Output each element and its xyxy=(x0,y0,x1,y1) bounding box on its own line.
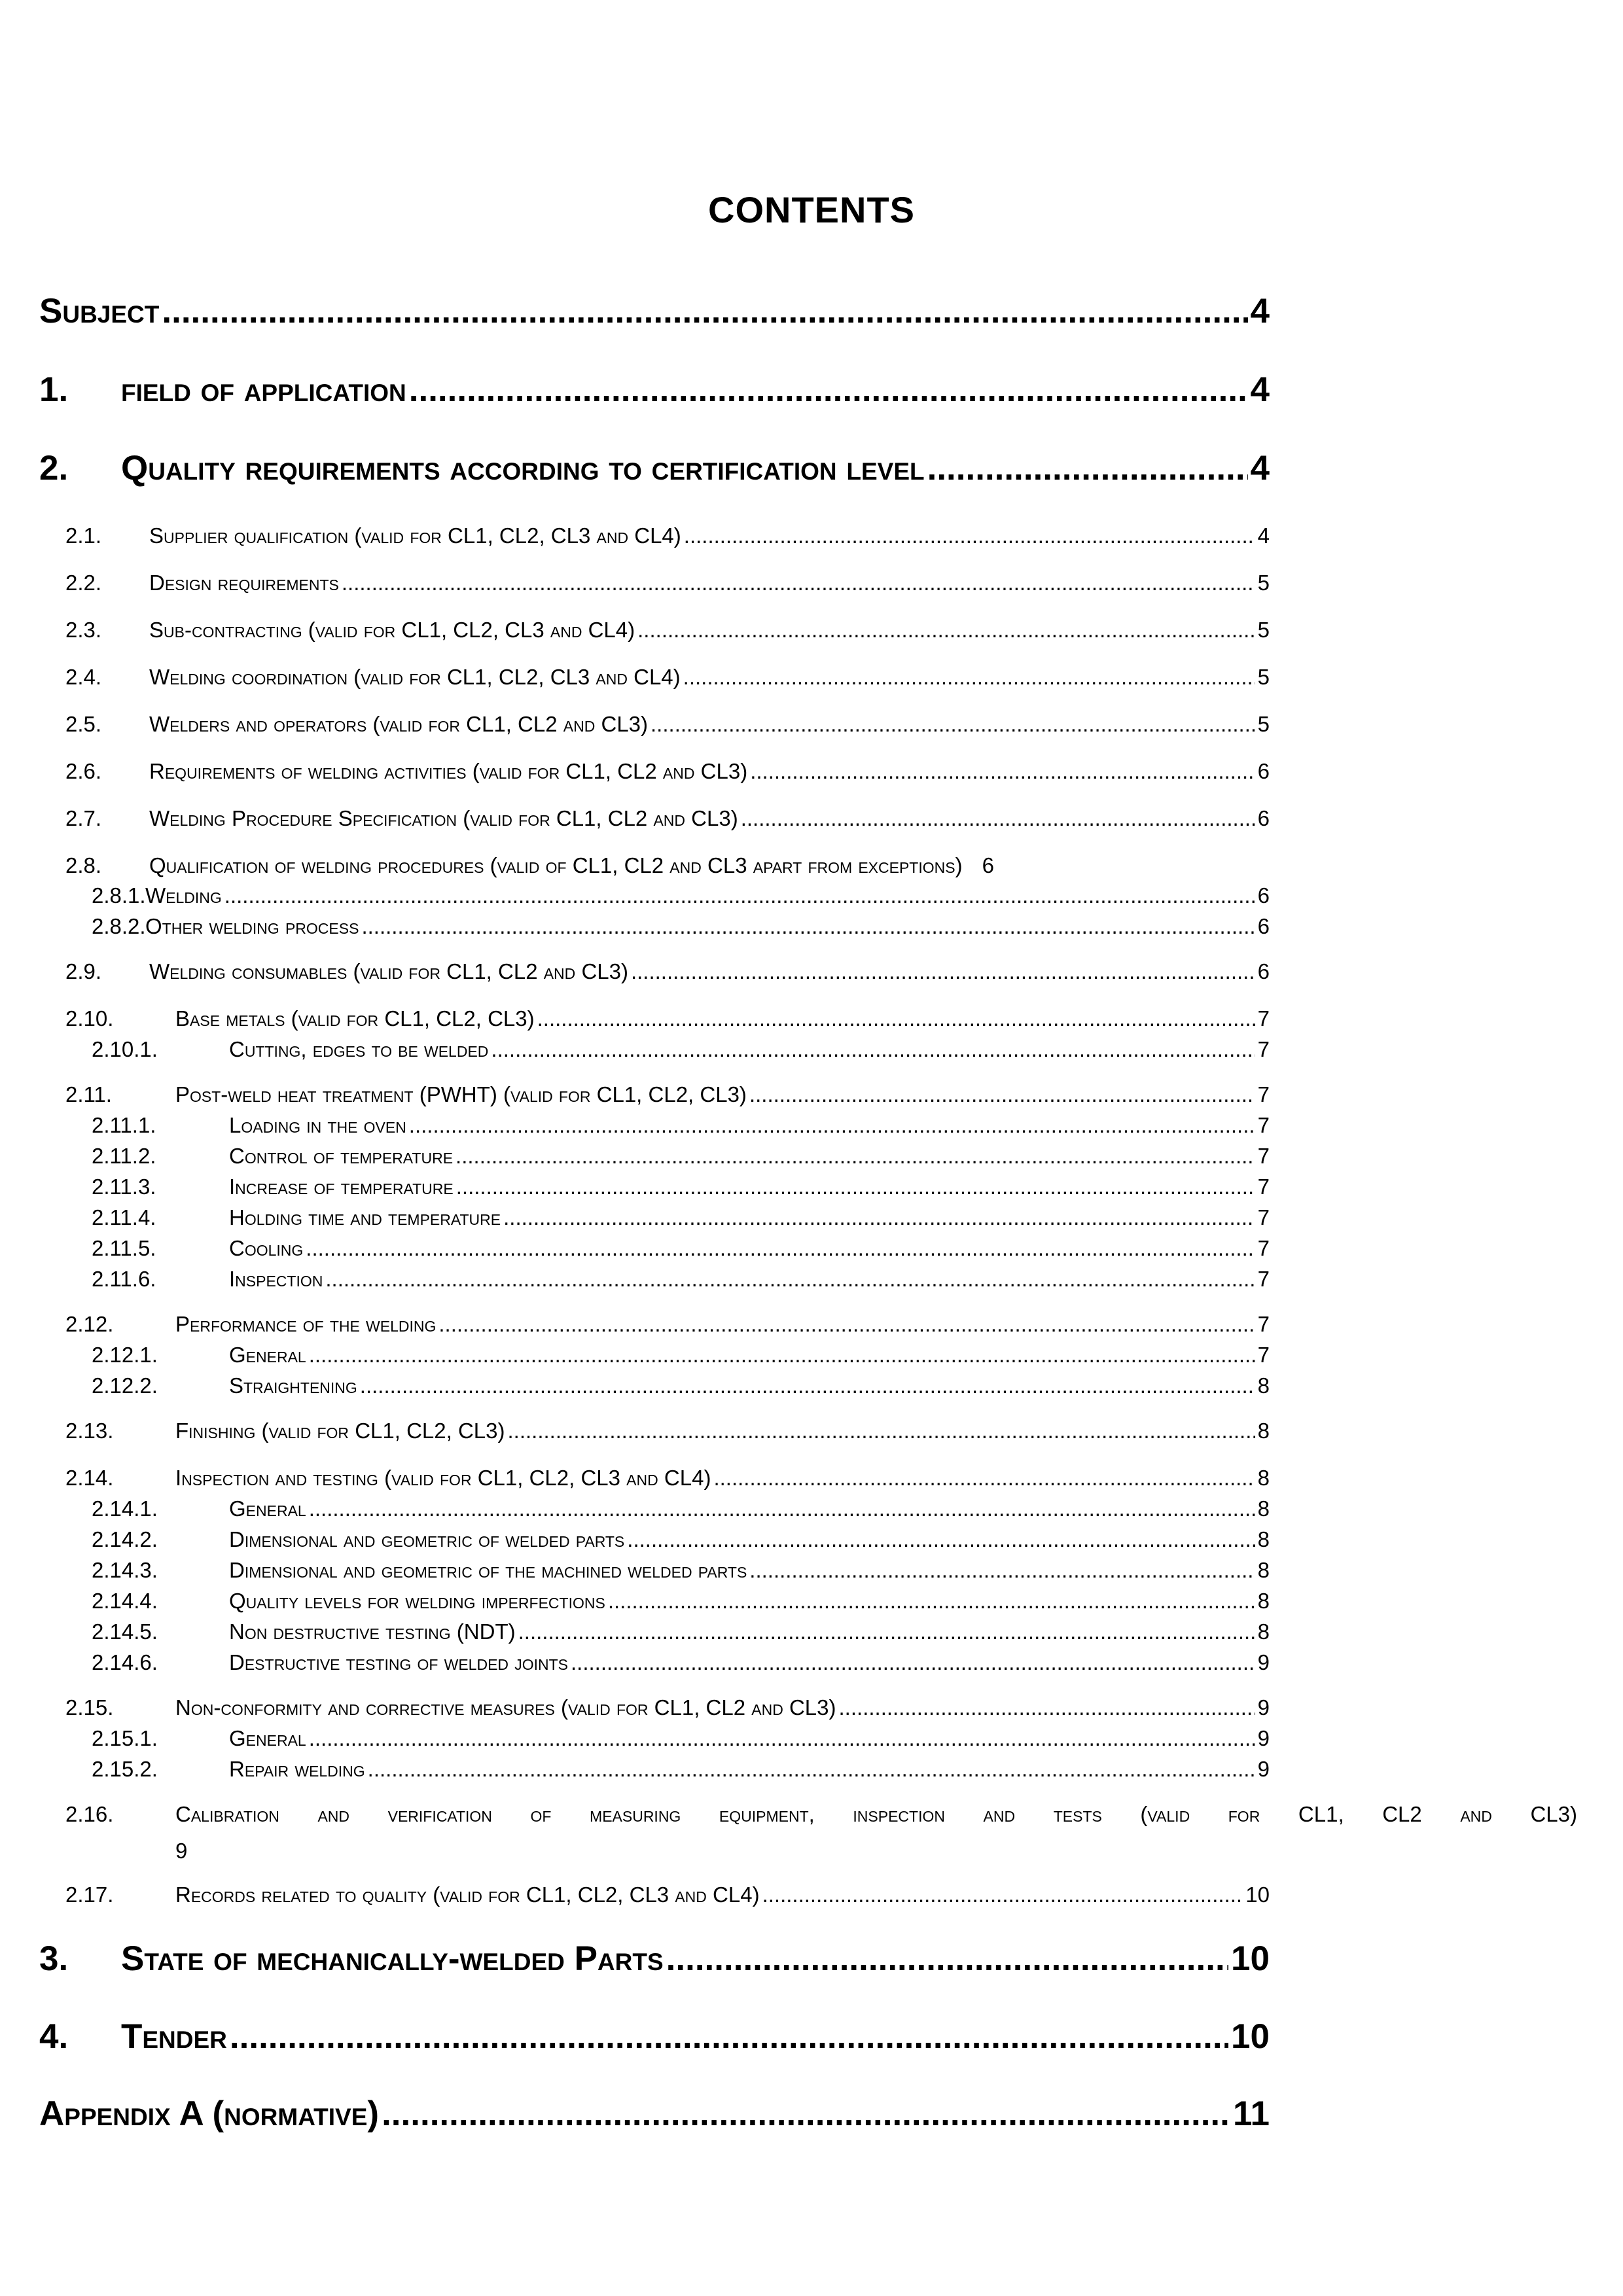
dot-leader xyxy=(507,1419,1255,1443)
toc-title: Base metals (valid for CL1, CL2, CL3) xyxy=(175,1006,535,1031)
toc-entry-2-1[interactable] xyxy=(65,523,1270,548)
toc-entry-2-16[interactable] xyxy=(65,1802,1577,1863)
dot-leader xyxy=(162,291,1247,331)
toc-number: 2.10.1. xyxy=(92,1037,158,1061)
toc-page: 5 xyxy=(1257,571,1270,595)
toc-title: Non destructive testing (NDT) xyxy=(229,1619,516,1644)
toc-title: Calibration and verification of measuring equipment, inspection and tests (valid for CL1, CL2 and CL3) xyxy=(175,1802,1577,1826)
toc-title: Design requirements xyxy=(149,571,339,595)
toc-number: 2.5. xyxy=(65,712,102,736)
dot-leader xyxy=(839,1695,1255,1720)
toc-number: 2.8. xyxy=(65,853,102,877)
toc-page: 4 xyxy=(1250,449,1270,487)
toc-title: Qualification of welding procedures (valid of CL1, CL2 and CL3 apart from exceptions) xyxy=(149,853,963,877)
dot-leader xyxy=(537,1006,1255,1031)
toc-page: 9 xyxy=(1257,1757,1270,1781)
dot-leader xyxy=(456,1174,1255,1199)
toc-number: 2.3. xyxy=(65,618,102,642)
toc-page: 8 xyxy=(1257,1419,1270,1443)
toc-entry-2-8-1[interactable] xyxy=(92,883,1270,908)
dot-leader xyxy=(409,370,1248,410)
toc-page: 6 xyxy=(1257,806,1270,830)
toc-title: General xyxy=(229,1343,306,1367)
toc-number: 2.13. xyxy=(65,1419,114,1443)
toc-page: 10 xyxy=(1231,2017,1270,2056)
toc-title: Quality levels for welding imperfections xyxy=(229,1589,605,1613)
toc-entry-2-5[interactable] xyxy=(65,712,1270,737)
toc-title: Post-weld heat treatment (PWHT) (valid for CL1, CL2, CL3) xyxy=(175,1082,747,1106)
toc-page: 6 xyxy=(1257,959,1270,983)
toc-title: Requirements of welding activities (valid for CL1, CL2 and CL3) xyxy=(149,759,748,783)
toc-entry-2-10-1[interactable] xyxy=(92,1037,1270,1062)
toc-page: 7 xyxy=(1257,1205,1270,1229)
toc-entry-2-14-5[interactable] xyxy=(92,1619,1270,1644)
dot-leader xyxy=(306,1236,1255,1261)
toc-title: Quality requirements according to certification level xyxy=(121,449,925,487)
toc-entry-1[interactable] xyxy=(39,370,1270,410)
dot-leader xyxy=(749,1558,1255,1583)
toc-title: field of application xyxy=(121,370,406,409)
toc-number: 2.12.1. xyxy=(92,1343,158,1367)
toc-title: Control of temperature xyxy=(229,1144,454,1168)
toc-title: Other welding process xyxy=(145,914,359,938)
toc-entry-2-12-1[interactable] xyxy=(92,1343,1270,1368)
toc-number: 2.12. xyxy=(65,1312,114,1336)
toc-page: 8 xyxy=(1257,1373,1270,1398)
toc-page: 4 xyxy=(1257,523,1270,548)
dot-leader xyxy=(368,1757,1255,1782)
toc-entry-2-12-2[interactable] xyxy=(92,1373,1270,1398)
dot-leader xyxy=(360,1373,1255,1398)
toc-number: 2.16. xyxy=(65,1802,114,1826)
dot-leader xyxy=(571,1650,1255,1675)
toc-page: 6 xyxy=(1257,914,1270,938)
dot-leader xyxy=(342,571,1255,595)
dot-leader xyxy=(230,2017,1228,2057)
toc-page: 9 xyxy=(1257,1650,1270,1674)
toc-page: 7 xyxy=(1257,1312,1270,1336)
dot-leader xyxy=(438,1312,1255,1337)
toc-entry-2-11-3[interactable] xyxy=(92,1174,1270,1199)
toc-entry-2-15-1[interactable] xyxy=(92,1726,1270,1751)
toc-entry-2-11[interactable] xyxy=(65,1082,1270,1107)
dot-leader xyxy=(608,1589,1255,1614)
toc-number: 2.14.2. xyxy=(92,1527,158,1551)
dot-leader xyxy=(637,618,1255,643)
toc-page: 8 xyxy=(1257,1558,1270,1582)
toc-entry-2-14-2[interactable] xyxy=(92,1527,1270,1552)
dot-leader xyxy=(651,712,1255,737)
dot-leader xyxy=(382,2094,1230,2134)
toc-entry-2-7[interactable] xyxy=(65,806,1270,831)
page-title: CONTENTS xyxy=(708,189,915,230)
toc-entry-2-14-4[interactable] xyxy=(92,1589,1270,1614)
toc-number: 2.4. xyxy=(65,665,102,689)
toc-number: 2.11.3. xyxy=(92,1174,156,1199)
dot-leader xyxy=(224,883,1255,908)
toc-number: 2.15. xyxy=(65,1695,114,1720)
toc-number: 2.17. xyxy=(65,1882,114,1907)
dot-leader xyxy=(503,1205,1255,1230)
toc-number: 2.8.2. xyxy=(92,914,146,938)
toc-number: 2.14.5. xyxy=(92,1619,158,1644)
toc-page: 7 xyxy=(1257,1037,1270,1061)
toc-page: 7 xyxy=(1257,1174,1270,1199)
toc-page: 7 xyxy=(1257,1144,1270,1168)
toc-entry-2-2[interactable] xyxy=(65,571,1270,595)
dot-leader xyxy=(518,1619,1255,1644)
toc-number: 2.11.6. xyxy=(92,1267,156,1291)
toc-entry-2-12[interactable] xyxy=(65,1312,1270,1337)
toc-page: 7 xyxy=(1257,1236,1270,1260)
toc-number: 2.15.2. xyxy=(92,1757,158,1781)
toc-title: Finishing (valid for CL1, CL2, CL3) xyxy=(175,1419,505,1443)
toc-page: 7 xyxy=(1257,1082,1270,1106)
toc-entry-2-8[interactable] xyxy=(65,853,1309,878)
toc-title: Welding consumables (valid for CL1, CL2 and CL3) xyxy=(149,959,628,983)
dot-leader xyxy=(684,523,1255,548)
toc-page: 11 xyxy=(1232,2094,1270,2133)
dot-leader xyxy=(627,1527,1255,1552)
toc-entry-2[interactable] xyxy=(39,448,1270,488)
dot-leader xyxy=(750,759,1255,784)
toc-number: 2.14. xyxy=(65,1466,114,1490)
toc-page: 5 xyxy=(1257,618,1270,642)
toc-page: 4 xyxy=(1250,370,1270,409)
toc-number: 2.11.1. xyxy=(92,1113,156,1137)
toc-title: Welders and operators (valid for CL1, CL2 and CL3) xyxy=(149,712,649,736)
toc-title: Dimensional and geometric of welded parts xyxy=(229,1527,625,1551)
toc-page: 9 xyxy=(1257,1695,1270,1720)
dot-leader xyxy=(683,665,1255,690)
toc-number: 2.14.3. xyxy=(92,1558,158,1582)
dot-leader xyxy=(666,1939,1228,1979)
toc-number: 4. xyxy=(39,2017,69,2056)
toc-number: 2.11.2. xyxy=(92,1144,156,1168)
toc-title: Destructive testing of welded joints xyxy=(229,1650,568,1674)
toc-number: 2.14.6. xyxy=(92,1650,158,1674)
toc-number: 2.2. xyxy=(65,571,102,595)
toc-title: Welding xyxy=(145,883,222,908)
dot-leader xyxy=(491,1037,1255,1062)
toc-entry-2-14-1[interactable] xyxy=(92,1496,1270,1521)
toc-number: 2.14.1. xyxy=(92,1496,158,1521)
toc-title: General xyxy=(229,1496,306,1521)
toc-entry-2-11-4[interactable] xyxy=(92,1205,1270,1230)
toc-page: 8 xyxy=(1257,1496,1270,1521)
toc-page: 10 xyxy=(1245,1882,1270,1907)
toc-title: Welding coordination (valid for CL1, CL2, CL3 and CL4) xyxy=(149,665,681,689)
toc-entry-2-9[interactable] xyxy=(65,959,1270,984)
toc-page: 5 xyxy=(1257,665,1270,689)
toc-number: 2.15.1. xyxy=(92,1726,158,1750)
toc-title: General xyxy=(229,1726,306,1750)
toc-title: Subject xyxy=(39,292,160,330)
toc-number: 2.8.1. xyxy=(92,883,146,908)
toc-number: 2.1. xyxy=(65,523,102,548)
toc-entry-2-8-2[interactable] xyxy=(92,914,1270,939)
toc-entry-2-11-1[interactable] xyxy=(92,1113,1270,1138)
dot-leader xyxy=(361,914,1255,939)
dot-leader xyxy=(762,1882,1243,1907)
toc-entry-2-11-6[interactable] xyxy=(92,1267,1270,1292)
toc-entry-2-11-2[interactable] xyxy=(92,1144,1270,1169)
toc-title: Cutting, edges to be welded xyxy=(229,1037,489,1061)
toc-title: Welding Procedure Specification (valid for CL1, CL2 and CL3) xyxy=(149,806,738,830)
toc-entry-subject[interactable] xyxy=(39,291,1270,331)
toc-page: 9 xyxy=(175,1839,188,1863)
toc-entry-3[interactable] xyxy=(39,1939,1270,1979)
toc-page: 10 xyxy=(1231,1939,1270,1978)
dot-leader xyxy=(631,959,1255,984)
toc-title: Supplier qualification (valid for CL1, CL2, CL3 and CL4) xyxy=(149,523,681,548)
toc-entry-2-14-3[interactable] xyxy=(92,1558,1270,1583)
toc-number: 2.14.4. xyxy=(92,1589,158,1613)
toc-page: 5 xyxy=(1257,712,1270,736)
toc-title: Tender xyxy=(121,2017,227,2056)
toc-title: Straightening xyxy=(229,1373,357,1398)
toc-entry-2-6[interactable] xyxy=(65,759,1270,784)
toc-page: 7 xyxy=(1257,1267,1270,1291)
toc-page: 7 xyxy=(1257,1113,1270,1137)
toc-entry-2-14-6[interactable] xyxy=(92,1650,1270,1675)
toc-number: 1. xyxy=(39,370,69,409)
dot-leader xyxy=(409,1113,1255,1138)
toc-page: 8 xyxy=(1257,1619,1270,1644)
dot-leader xyxy=(455,1144,1255,1169)
toc-title: Dimensional and geometric of the machined welded parts xyxy=(229,1558,747,1582)
toc-page: 6 xyxy=(1257,883,1270,908)
toc-page: 8 xyxy=(1257,1466,1270,1490)
toc-title: Non-conformity and corrective measures (valid for CL1, CL2 and CL3) xyxy=(175,1695,836,1720)
toc-entry-2-15-2[interactable] xyxy=(92,1757,1270,1782)
toc-entry-4[interactable] xyxy=(39,2017,1270,2057)
toc-entry-appendix-a[interactable] xyxy=(39,2094,1270,2134)
toc-entry-2-4[interactable] xyxy=(65,665,1270,690)
toc-entry-2-13[interactable] xyxy=(65,1419,1270,1443)
toc-entry-2-15[interactable] xyxy=(65,1695,1270,1720)
toc-entry-2-17[interactable] xyxy=(65,1882,1270,1907)
toc-title: Cooling xyxy=(229,1236,304,1260)
dot-leader xyxy=(741,806,1255,831)
toc-number: 2.12.2. xyxy=(92,1373,158,1398)
toc-title: Records related to quality (valid for CL1, CL2, CL3 and CL4) xyxy=(175,1882,760,1907)
dot-leader xyxy=(749,1082,1255,1107)
toc-entry-2-11-5[interactable] xyxy=(92,1236,1270,1261)
toc-entry-2-10[interactable] xyxy=(65,1006,1270,1031)
toc-title: Repair welding xyxy=(229,1757,365,1781)
toc-title: Sub-contracting (valid for CL1, CL2, CL3 and CL4) xyxy=(149,618,635,642)
toc-number: 2.9. xyxy=(65,959,102,983)
dot-leader xyxy=(309,1343,1255,1368)
dot-leader xyxy=(309,1726,1255,1751)
toc-page: 6 xyxy=(982,853,994,877)
toc-entry-2-3[interactable] xyxy=(65,618,1270,643)
toc-entry-2-14[interactable] xyxy=(65,1466,1270,1491)
toc-title: Holding time and temperature xyxy=(229,1205,501,1229)
toc-title: Appendix A (normative) xyxy=(39,2094,380,2133)
toc-title: Performance of the welding xyxy=(175,1312,437,1336)
toc-number: 2.6. xyxy=(65,759,102,783)
toc-number: 2.7. xyxy=(65,806,102,830)
dot-leader xyxy=(927,448,1248,488)
dot-leader xyxy=(713,1466,1255,1491)
toc-number: 2.11.5. xyxy=(92,1236,156,1260)
toc-page: 7 xyxy=(1257,1006,1270,1031)
toc-page: 6 xyxy=(1257,759,1270,783)
toc-page: 8 xyxy=(1257,1589,1270,1613)
toc-page: 4 xyxy=(1250,292,1270,330)
toc-number: 3. xyxy=(39,1939,69,1978)
toc-number: 2. xyxy=(39,449,69,487)
dot-leader xyxy=(309,1496,1255,1521)
toc-title: Inspection and testing (valid for CL1, CL2, CL3 and CL4) xyxy=(175,1466,711,1490)
dot-leader xyxy=(325,1267,1255,1292)
toc-title: Increase of temperature xyxy=(229,1174,454,1199)
toc-title: Loading in the oven xyxy=(229,1113,406,1137)
toc-page: 9 xyxy=(1257,1726,1270,1750)
toc-page: 8 xyxy=(1257,1527,1270,1551)
toc-number: 2.11. xyxy=(65,1082,112,1106)
toc-number: 2.11.4. xyxy=(92,1205,156,1229)
toc-number: 2.10. xyxy=(65,1006,114,1031)
toc-page: 7 xyxy=(1257,1343,1270,1367)
toc-title: Inspection xyxy=(229,1267,323,1291)
toc-title: State of mechanically-welded Parts xyxy=(121,1939,664,1978)
